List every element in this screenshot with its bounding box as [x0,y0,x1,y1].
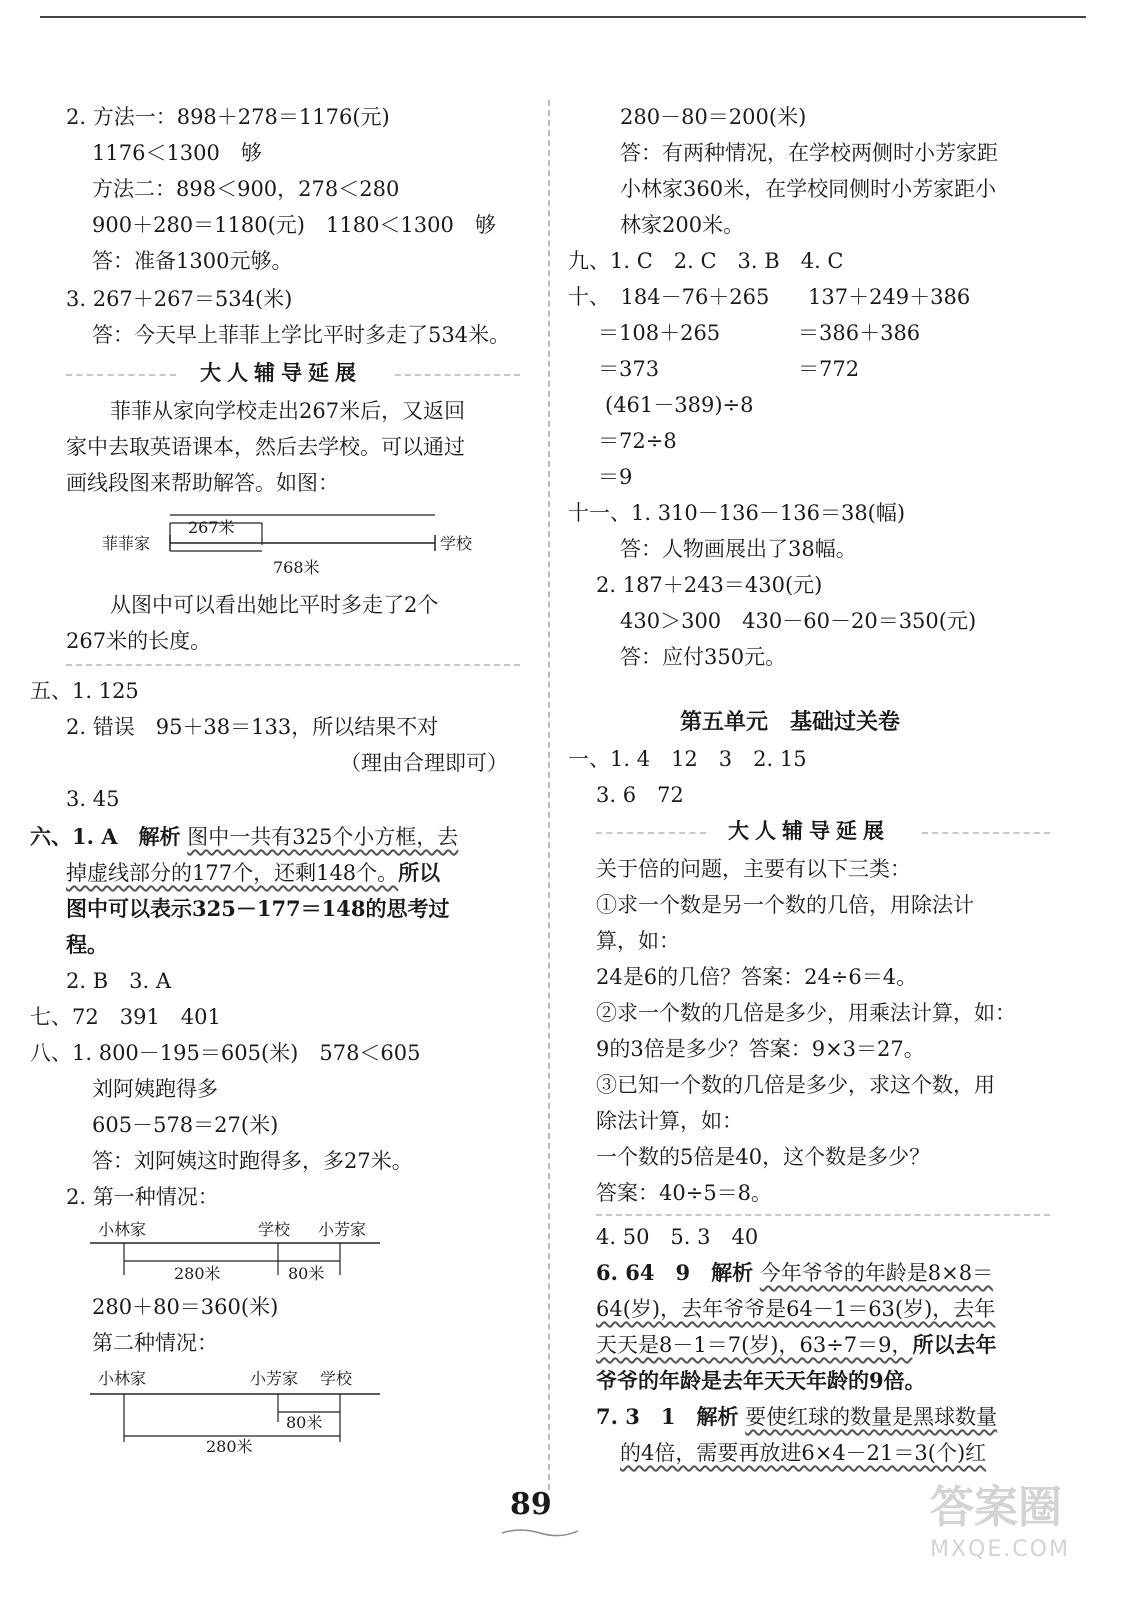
s11-line3: 2. 187＋243＝430(元) [596,573,823,597]
q3-equation: 3. 267＋267＝534(米) [66,287,293,311]
s11-line5: 答：应付350元。 [620,645,787,669]
ext2-title: 大人辅导延展 [728,819,890,843]
ext2-p9: 一个数的5倍是40，这个数是多少？ [596,1145,931,1169]
r-line1: 280－80＝200(米) [620,105,807,129]
column-divider [548,100,550,1490]
s10-line6: ＝9 [598,465,633,489]
s5-line1: 五、1. 125 [30,679,139,703]
ext2-p4: 24是6的几倍？答案：24÷6＝4。 [596,965,918,989]
s6-prefix: 六、1. A 解析 [30,824,181,849]
s6-line5: 2. B 3. A [66,969,172,993]
s10-line4: (461－389)÷8 [605,393,754,417]
ext1-rule-bottom [66,664,520,666]
s5-line4: 3. 45 [66,787,120,811]
ext2-p5: ②求一个数的几倍是多少，用乘法计算，如： [596,1001,1016,1025]
s8-line2: 刘阿姨跑得多 [92,1077,218,1101]
ext2-p10: 答案：40÷5＝8。 [596,1181,773,1205]
s9-line: 九、1. C 2. C 3. B 4. C [568,249,844,273]
s11-line1: 十一、1. 310－136－136＝38(幅) [568,501,906,525]
s8-line1: 八、1. 800－195＝605(米) 578＜605 [30,1041,421,1065]
ext2-p8: 除法计算，如： [596,1109,743,1133]
u6-line3 [596,1330,997,1360]
s6-analysis-2: 掉虚线部分的177个，还剩148个。 [66,861,399,885]
ext1-p4: 从图中可以看出她比平时多走了2个 [110,593,439,617]
s8-case1-diagram [90,1215,390,1290]
c1-home-label: 小林家 [98,1220,147,1239]
u6-line1 [596,1258,993,1288]
ext2-rule-left [596,832,706,834]
r-line2: 答：有两种情况，在学校两侧时小芳家距 [620,141,998,165]
s6-line4: 程。 [66,932,108,957]
u6-analysis-3: 天天是8－1＝7(岁)，63÷7＝9， [596,1333,913,1357]
u7-line1 [596,1402,997,1432]
watermark-line2: MXQE.COM [930,1537,1070,1562]
c2-home-label: 小林家 [98,1369,147,1388]
ext1-p5: 267米的长度。 [66,629,212,653]
s8-line3: 605－578＝27(米) [92,1113,279,1137]
s6-analysis-1: 图中一共有325个小方框，去 [187,825,459,849]
seg-768-label: 768米 [273,558,320,577]
s6-line1 [30,822,458,852]
s8-line7: 第二种情况： [92,1331,218,1355]
ext1-p3: 画线段图来帮助解答。如图： [66,471,339,495]
s10-line5: ＝72÷8 [598,429,677,453]
u7-analysis-1: 要使红球的数量是黑球数量 [745,1405,998,1429]
c1-fang-label: 小芳家 [318,1220,367,1239]
u1-line2: 3. 6 72 [596,783,684,807]
ext2-p2: ①求一个数是另一个数的几倍，用除法计 [596,893,974,917]
seg-267-label: 267米 [188,518,235,537]
u6-line4: 爷爷的年龄是去年天天年龄的9倍。 [596,1368,926,1393]
s10-line2a: ＝108＋265 [598,321,721,345]
s11-line2: 答：人物画展出了38幅。 [620,537,857,561]
s8-case2-diagram [90,1362,390,1457]
ext1-rule-left [66,374,176,376]
c2-fang-label: 小芳家 [250,1369,299,1388]
s5-note: （理由合理即可） [340,751,508,775]
r-line4: 林家200米。 [620,213,745,237]
ext1-rule-right [395,374,520,376]
school-label: 学校 [440,534,473,553]
ext1-p1: 菲菲从家向学校走出267米后，又返回 [110,399,466,423]
q2-answer: 答：准备1300元够。 [92,249,293,273]
home-label: 菲菲家 [102,534,151,553]
u7-prefix: 7. 3 1 解析 [596,1404,739,1429]
s7-line: 七、72 391 401 [30,1005,221,1029]
q2-line2: 1176＜1300 够 [92,141,262,165]
q2-line4: 900＋280＝1180(元) 1180＜1300 够 [92,213,496,237]
page-number-swoosh [500,1525,580,1539]
u6-prefix: 6. 64 9 解析 [596,1260,754,1285]
s6-line3: 图中可以表示325－177＝148的思考过 [66,896,450,921]
watermark-logo [930,1480,1090,1590]
u6-analysis-1: 今年爷爷的年龄是8×8＝ [759,1261,994,1285]
s6-analysis-2b: 所以 [398,860,441,885]
s11-line4: 430＞300 430－60－20＝350(元) [620,609,977,633]
s8-line5: 2. 第一种情况： [66,1185,219,1209]
s8-line4: 答：刘阿姨这时跑得多，多27米。 [92,1149,413,1173]
ext1-p2: 家中去取英语课本，然后去学校。可以通过 [66,435,465,459]
ext1-title: 大人辅导延展 [200,361,362,385]
u1-line1: 一、1. 4 12 3 2. 15 [568,747,807,771]
u6-line2: 64(岁)，去年爷爷是64－1＝63(岁)，去年 [596,1297,996,1321]
s6-line2 [66,858,440,888]
ext2-rule-bottom [596,1214,1050,1216]
watermark-line1: 答案圈 [930,1482,1062,1533]
c2-seg2: 280米 [206,1437,253,1456]
s10-line1b: 137＋249＋386 [808,285,971,309]
s8-line6: 280＋80＝360(米) [92,1295,279,1319]
page-number: 89 [510,1487,552,1522]
c2-seg1: 80米 [286,1413,323,1432]
ext2-p6: 9的3倍是多少？答案：9×3＝27。 [596,1037,925,1061]
s10-line2b: ＝386＋386 [798,321,921,345]
q2-method1: 2. 方法一：898＋278＝1176(元) [66,105,390,129]
ext2-p1: 关于倍的问题，主要有以下三类： [596,857,911,881]
unit5-title: 第五单元 基础过关卷 [680,710,901,735]
s10-line3a: ＝373 [598,357,660,381]
ext2-rule-right [922,832,1050,834]
c1-seg2: 80米 [288,1264,325,1283]
q2-method2: 方法二：898＜900，278＜280 [92,177,400,201]
r-line3: 小林家360米，在学校同侧时小芳家距小 [620,177,997,201]
ext1-segment-diagram [100,505,500,585]
ext2-p7: ③已知一个数的几倍是多少，求这个数，用 [596,1073,995,1097]
c1-seg1: 280米 [174,1264,221,1283]
q3-answer: 答：今天早上菲菲上学比平时多走了534米。 [92,323,511,347]
u4-line: 4. 50 5. 3 40 [596,1225,759,1249]
c1-school-label: 学校 [258,1220,291,1239]
u7-line2: 的4倍，需要再放进6×4－21＝3(个)红 [620,1441,987,1465]
s10-line1a: 十、 184－76＋265 [568,285,770,309]
c2-school-label: 学校 [320,1369,353,1388]
u6-analysis-3b: 所以去年 [912,1332,997,1357]
s5-line2: 2. 错误 95＋38＝133，所以结果不对 [66,715,439,739]
top-rule [40,16,1086,18]
ext2-p3: 算，如： [596,929,680,953]
s10-line3b: ＝772 [798,357,860,381]
